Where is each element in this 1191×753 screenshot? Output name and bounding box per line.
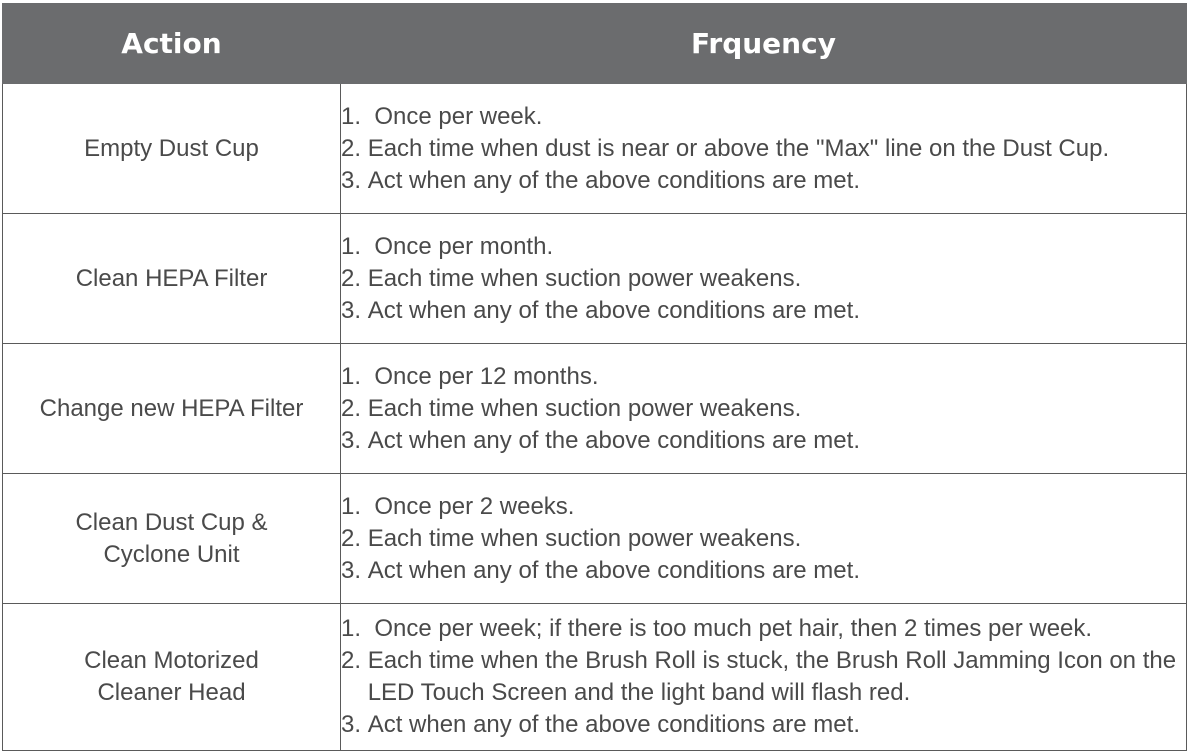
action-label: Empty Dust Cup xyxy=(84,134,259,162)
frequency-list xyxy=(341,361,1186,457)
frequency-item xyxy=(341,263,1186,295)
table-header-row xyxy=(3,4,1187,84)
item-text: Once per week; if there is too much pet hair, then 2 times per week. xyxy=(374,615,1093,642)
frequency-cell xyxy=(341,604,1187,751)
frequency-item xyxy=(341,165,1186,197)
item-number: 1. xyxy=(341,102,375,130)
item-number: 1. xyxy=(341,615,375,642)
frequency-list xyxy=(341,491,1186,587)
frequency-item xyxy=(341,523,1186,555)
table-row xyxy=(3,474,1187,604)
frequency-item xyxy=(341,645,1186,709)
frequency-item xyxy=(341,491,1186,523)
item-number: 1. xyxy=(341,232,375,260)
action-label-line: Cyclone Unit xyxy=(103,540,240,568)
item-text: Each time when the Brush Roll is stuck, the Brush Roll Jamming Icon on the LED Touch Screen and the light band will flash red. xyxy=(367,647,1177,706)
item-number: 2. xyxy=(341,647,368,674)
action-cell xyxy=(3,344,341,474)
item-text: Each time when suction power weakens. xyxy=(367,394,802,422)
frequency-item xyxy=(341,361,1186,393)
item-text: Each time when suction power weakens. xyxy=(367,524,802,552)
action-label-line: Clean Motorized xyxy=(84,647,259,674)
item-text: Act when any of the above conditions are met. xyxy=(367,296,860,324)
item-number: 1. xyxy=(341,362,375,390)
action-cell xyxy=(3,474,341,604)
frequency-item xyxy=(341,393,1186,425)
action-cell xyxy=(3,604,341,751)
action-cell xyxy=(3,214,341,344)
action-label-line: Cleaner Head xyxy=(97,679,246,706)
item-number: 2. xyxy=(341,134,368,162)
table-row xyxy=(3,604,1187,751)
frequency-cell xyxy=(341,344,1187,474)
frequency-item xyxy=(341,101,1186,133)
item-text: Once per 12 months. xyxy=(374,362,599,390)
item-text: Once per month. xyxy=(374,232,554,260)
frequency-item xyxy=(341,709,1186,741)
item-text: Once per 2 weeks. xyxy=(374,492,575,520)
item-number: 3. xyxy=(341,296,368,324)
frequency-item xyxy=(341,231,1186,263)
frequency-list xyxy=(341,231,1186,327)
item-text: Each time when dust is near or above the "Max" line on the Dust Cup. xyxy=(367,134,1110,162)
item-number: 2. xyxy=(341,394,368,422)
action-column-header: Action xyxy=(3,4,341,84)
item-number: 2. xyxy=(341,524,368,552)
frequency-item xyxy=(341,133,1186,165)
frequency-list xyxy=(341,101,1186,197)
item-number: 2. xyxy=(341,264,368,292)
item-number: 3. xyxy=(341,166,368,194)
frequency-item xyxy=(341,613,1186,645)
item-text: Act when any of the above conditions are met. xyxy=(367,711,860,738)
action-label-line: Clean Dust Cup & xyxy=(75,508,268,536)
maintenance-table xyxy=(2,3,1187,751)
action-label: Clean HEPA Filter xyxy=(75,264,268,292)
item-text: Act when any of the above conditions are met. xyxy=(367,556,860,584)
item-text: Each time when suction power weakens. xyxy=(367,264,802,292)
item-text: Act when any of the above conditions are met. xyxy=(367,166,860,194)
item-number: 3. xyxy=(341,711,368,738)
table-row xyxy=(3,84,1187,214)
frequency-column-header: Frquency xyxy=(341,4,1187,84)
frequency-item xyxy=(341,295,1186,327)
table-row xyxy=(3,344,1187,474)
item-number: 3. xyxy=(341,426,368,454)
action-label: Change new HEPA Filter xyxy=(39,394,304,422)
frequency-cell xyxy=(341,84,1187,214)
frequency-cell xyxy=(341,474,1187,604)
frequency-list xyxy=(341,613,1186,741)
item-number: 3. xyxy=(341,556,368,584)
frequency-item xyxy=(341,425,1186,457)
item-text: Once per week. xyxy=(374,102,543,130)
frequency-cell xyxy=(341,214,1187,344)
item-text: Act when any of the above conditions are met. xyxy=(367,426,860,454)
action-cell xyxy=(3,84,341,214)
frequency-item xyxy=(341,555,1186,587)
item-number: 1. xyxy=(341,492,375,520)
table-row xyxy=(3,214,1187,344)
